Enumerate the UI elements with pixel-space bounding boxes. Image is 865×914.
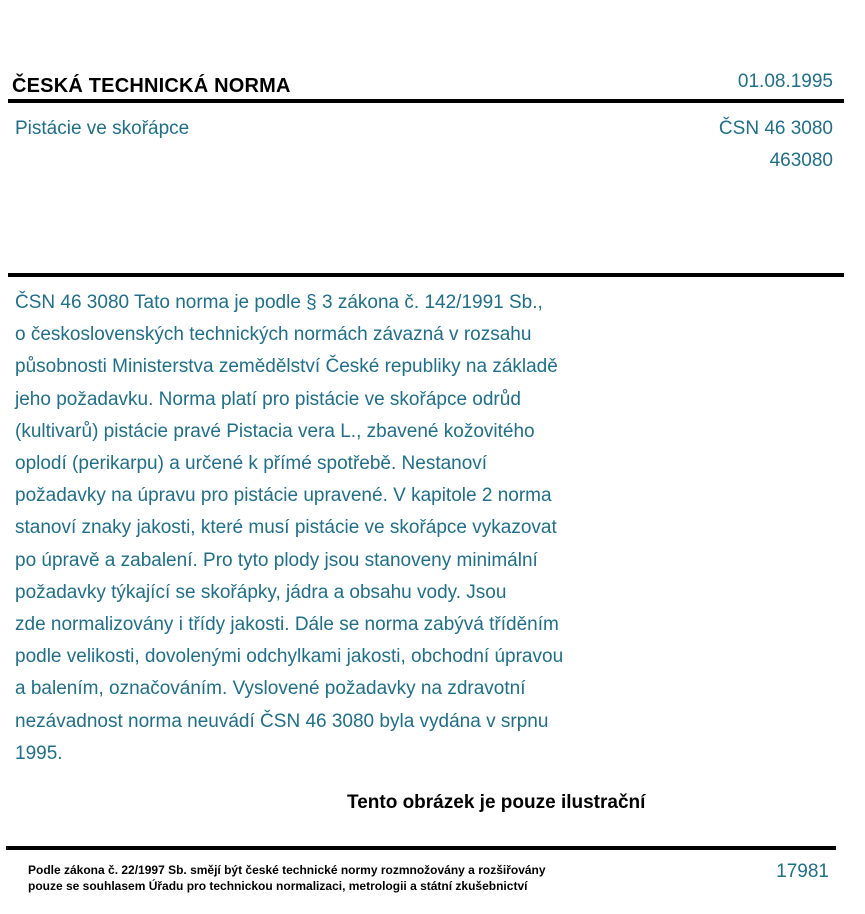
body-top-divider xyxy=(8,273,844,277)
abstract-line: ČSN 46 3080 Tato norma je podle § 3 zákona č. 142/1991 Sb., xyxy=(15,292,543,313)
abstract-line: požadavky na úpravu pro pistácie upravené. V kapitole 2 norma xyxy=(15,485,552,507)
copyright-notice xyxy=(28,862,546,894)
abstract-line: po úpravě a zabalení. Pro tyto plody jsou stanoveny minimální xyxy=(15,549,538,571)
abstract-line: o československých technických normách závazná v rozsahu xyxy=(15,324,532,346)
abstract-line: podle velikosti, dovolenými odchylkami jakosti, obchodní úpravou xyxy=(15,646,564,668)
abstract-line: oplodí (perikarpu) a určené k přímé spotřebě. Nestanoví xyxy=(15,453,488,475)
document-number: 17981 xyxy=(776,861,829,882)
abstract-line: stanoví znaky jakosti, které musí pistácie ve skořápce vykazovat xyxy=(15,517,557,539)
header-divider xyxy=(8,99,844,103)
abstract-line: nezávadnost norma neuvádí ČSN 46 3080 byla vydána v srpnu xyxy=(15,710,549,732)
abstract-line: a balením, označováním. Vyslovené požadavky na zdravotní xyxy=(15,678,526,700)
norm-header-title: ČESKÁ TECHNICKÁ NORMA xyxy=(12,75,291,97)
abstract-line: požadavky týkající se skořápky, jádra a obsahu vody. Jsou xyxy=(15,581,507,603)
copyright-line: pouze se souhlasem Úřadu pro technickou normalizaci, metrologii a státní zkušebnictví xyxy=(28,879,528,893)
footer-divider xyxy=(6,846,836,850)
abstract-line: 1995. xyxy=(15,742,63,764)
norm-class-number: 463080 xyxy=(769,150,833,171)
illustration-note: Tento obrázek je pouze ilustrační xyxy=(347,792,646,813)
norm-abstract xyxy=(15,287,655,770)
issue-date: 01.08.1995 xyxy=(737,71,833,92)
abstract-line: zde normalizovány i třídy jakosti. Dále se norma zabývá tříděním xyxy=(15,614,559,636)
copyright-line: Podle zákona č. 22/1997 Sb. smějí být české technické normy rozmnožovány a rozšiřovány xyxy=(28,863,546,877)
norm-subject: Pistácie ve skořápce xyxy=(15,118,190,139)
abstract-line: jeho požadavku. Norma platí pro pistácie ve skořápce odrůd xyxy=(15,388,521,410)
abstract-line: působnosti Ministerstva zemědělství České republiky na základě xyxy=(15,356,558,378)
norm-code: ČSN 46 3080 xyxy=(718,118,833,139)
abstract-line: (kultivarů) pistácie pravé Pistacia vera L., zbavené kožovitého xyxy=(15,420,535,442)
